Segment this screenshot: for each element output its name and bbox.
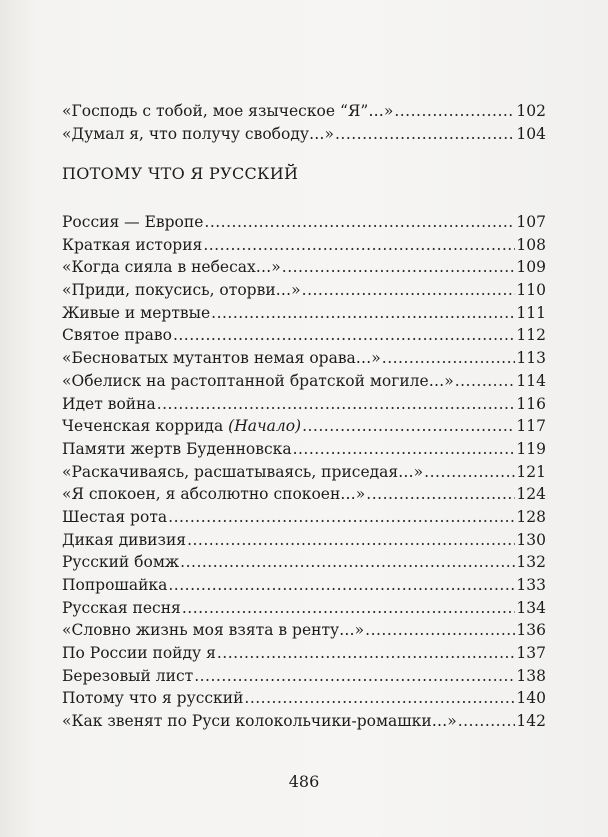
toc-entry-title: [62, 415, 301, 438]
toc-entry-title: «Как звенят по Руси колокольчики-ромашки…»: [62, 712, 457, 731]
toc-entry-page: 136: [516, 621, 546, 640]
toc-leader-dots: [302, 415, 515, 438]
section-heading: ПОТОМУ ЧТО Я РУССКИЙ: [62, 164, 299, 183]
toc-entry-page: 119: [516, 439, 546, 458]
toc-entry-page: 133: [516, 576, 546, 594]
toc-entry-title: Русский бомж: [62, 553, 180, 572]
toc-leader-dots: [394, 100, 515, 123]
toc-entry: [62, 324, 546, 347]
toc-entry: [62, 302, 546, 325]
toc-leader-dots: [157, 393, 516, 416]
toc-entry-title: «Думал я, что получу свободу…»: [62, 124, 334, 143]
toc-entry-page: 107: [516, 213, 546, 231]
toc-leader-dots: [366, 483, 515, 506]
toc-entry-page: 128: [516, 507, 546, 526]
toc-leader-dots: [168, 574, 515, 597]
toc-entry-page: 114: [516, 371, 546, 390]
toc-leader-dots: [204, 211, 515, 234]
toc-entry-page: 124: [516, 485, 546, 504]
toc-entry: [62, 100, 546, 123]
toc-entry: [62, 461, 546, 484]
toc-entry-title: «Господь с тобой, мое языческое “Я”…»: [62, 102, 394, 120]
toc-entry-title: «Раскачиваясь, расшатываясь, приседая…»: [62, 462, 424, 481]
toc-leader-dots: [293, 438, 516, 461]
toc-leader-dots: [282, 256, 516, 279]
toc-entry-title: Шестая рота: [62, 507, 168, 526]
toc-entry-title: Идет война: [62, 394, 156, 413]
toc-entry: [62, 710, 546, 733]
toc-entry-title: Святое право: [62, 326, 172, 345]
toc-leader-dots: [365, 619, 515, 642]
toc-entry: [62, 393, 546, 416]
toc-entry: [62, 438, 546, 461]
toc-entry-page: 132: [516, 553, 546, 572]
toc-entry-title-note: (Начало): [228, 417, 302, 436]
toc-entry-page: 121: [516, 462, 546, 481]
toc-section-group: [62, 211, 546, 733]
toc-entry: [62, 574, 546, 597]
toc-leader-dots: [217, 642, 516, 665]
toc-entry-page: 110: [516, 281, 546, 300]
toc-entry: [62, 256, 546, 279]
toc-entry-title: Дикая дивизия: [62, 530, 187, 549]
toc-entry-page: 137: [516, 644, 546, 663]
toc-entry: [62, 665, 546, 688]
toc-leader-dots: [194, 665, 515, 688]
toc-entry-title: «Я спокоен, я абсолютно спокоен…»: [62, 485, 366, 504]
toc-leader-dots: [382, 347, 516, 370]
toc-entry-page: 138: [516, 666, 546, 685]
toc-entry-title: По России пойду я: [62, 644, 216, 663]
toc-leader-dots: [187, 529, 515, 552]
toc-entry: [62, 483, 546, 506]
toc-entry: [62, 597, 546, 620]
toc-leader-dots: [182, 597, 516, 620]
toc-entry: [62, 347, 546, 370]
toc-entry: [62, 123, 546, 146]
toc-entry-title: «Словно жизнь моя взята в ренту…»: [62, 621, 365, 640]
toc-entry-title: «Бесноватых мутантов немая орава…»: [62, 349, 381, 368]
toc-entry: [62, 642, 546, 665]
toc-entry: [62, 211, 546, 234]
toc-entry: [62, 529, 546, 552]
toc-top-group: [62, 100, 546, 145]
toc-entry-page: 142: [516, 712, 546, 731]
toc-entry-page: 104: [516, 124, 546, 143]
toc-entry: [62, 234, 546, 257]
toc-entry-page: 109: [516, 258, 546, 277]
toc-entry: [62, 370, 546, 393]
toc-leader-dots: [168, 506, 515, 529]
toc-entry-page: 140: [516, 689, 546, 708]
toc-entry-title: Русская песня: [62, 598, 181, 617]
toc-entry-page: 116: [516, 394, 546, 413]
toc-entry-title: Березовый лист: [62, 666, 194, 685]
toc-leader-dots: [173, 324, 515, 347]
toc-entry-page: 113: [516, 349, 546, 368]
toc-entry: [62, 619, 546, 642]
toc-leader-dots: [455, 370, 516, 393]
toc-entry-page: 117: [516, 417, 546, 436]
toc-entry-page: 134: [516, 598, 546, 617]
toc-entry-title: Россия — Европе: [62, 213, 204, 231]
toc-entry-title: Краткая история: [62, 235, 203, 254]
toc-entry-title: «Обелиск на растоптанной братской могиле…»: [62, 371, 454, 390]
toc-leader-dots: [244, 687, 515, 710]
toc-leader-dots: [335, 123, 515, 146]
toc-entry-title-main: Чеченская коррида: [62, 417, 224, 436]
toc-entry: [62, 415, 546, 438]
toc-entry-page: 130: [516, 530, 546, 549]
toc-leader-dots: [424, 461, 515, 484]
toc-entry-title: Живые и мертвые: [62, 303, 211, 322]
toc-leader-dots: [458, 710, 516, 733]
toc-entry-title: «Когда сияла в небесах…»: [62, 258, 281, 277]
toc-entry: [62, 687, 546, 710]
toc-entry: [62, 506, 546, 529]
toc-entry-title: Памяти жертв Буденновска: [62, 439, 292, 458]
toc-entry-title: «Приди, покусись, оторви…»: [62, 281, 301, 300]
toc-entry: [62, 551, 546, 574]
toc-entry: [62, 279, 546, 302]
toc-leader-dots: [180, 551, 515, 574]
toc-leader-dots: [203, 234, 515, 257]
toc-leader-dots: [302, 279, 516, 302]
page-number: 486: [288, 772, 320, 791]
toc-entry-page: 112: [516, 326, 546, 345]
toc-entry-page: 111: [516, 303, 546, 322]
toc-entry-page: 108: [516, 235, 546, 254]
toc-entry-page: 102: [516, 102, 546, 120]
toc-entry-title: Попрошайка: [62, 576, 168, 594]
toc-leader-dots: [211, 302, 515, 325]
toc-entry-title: Потому что я русский: [62, 689, 244, 708]
